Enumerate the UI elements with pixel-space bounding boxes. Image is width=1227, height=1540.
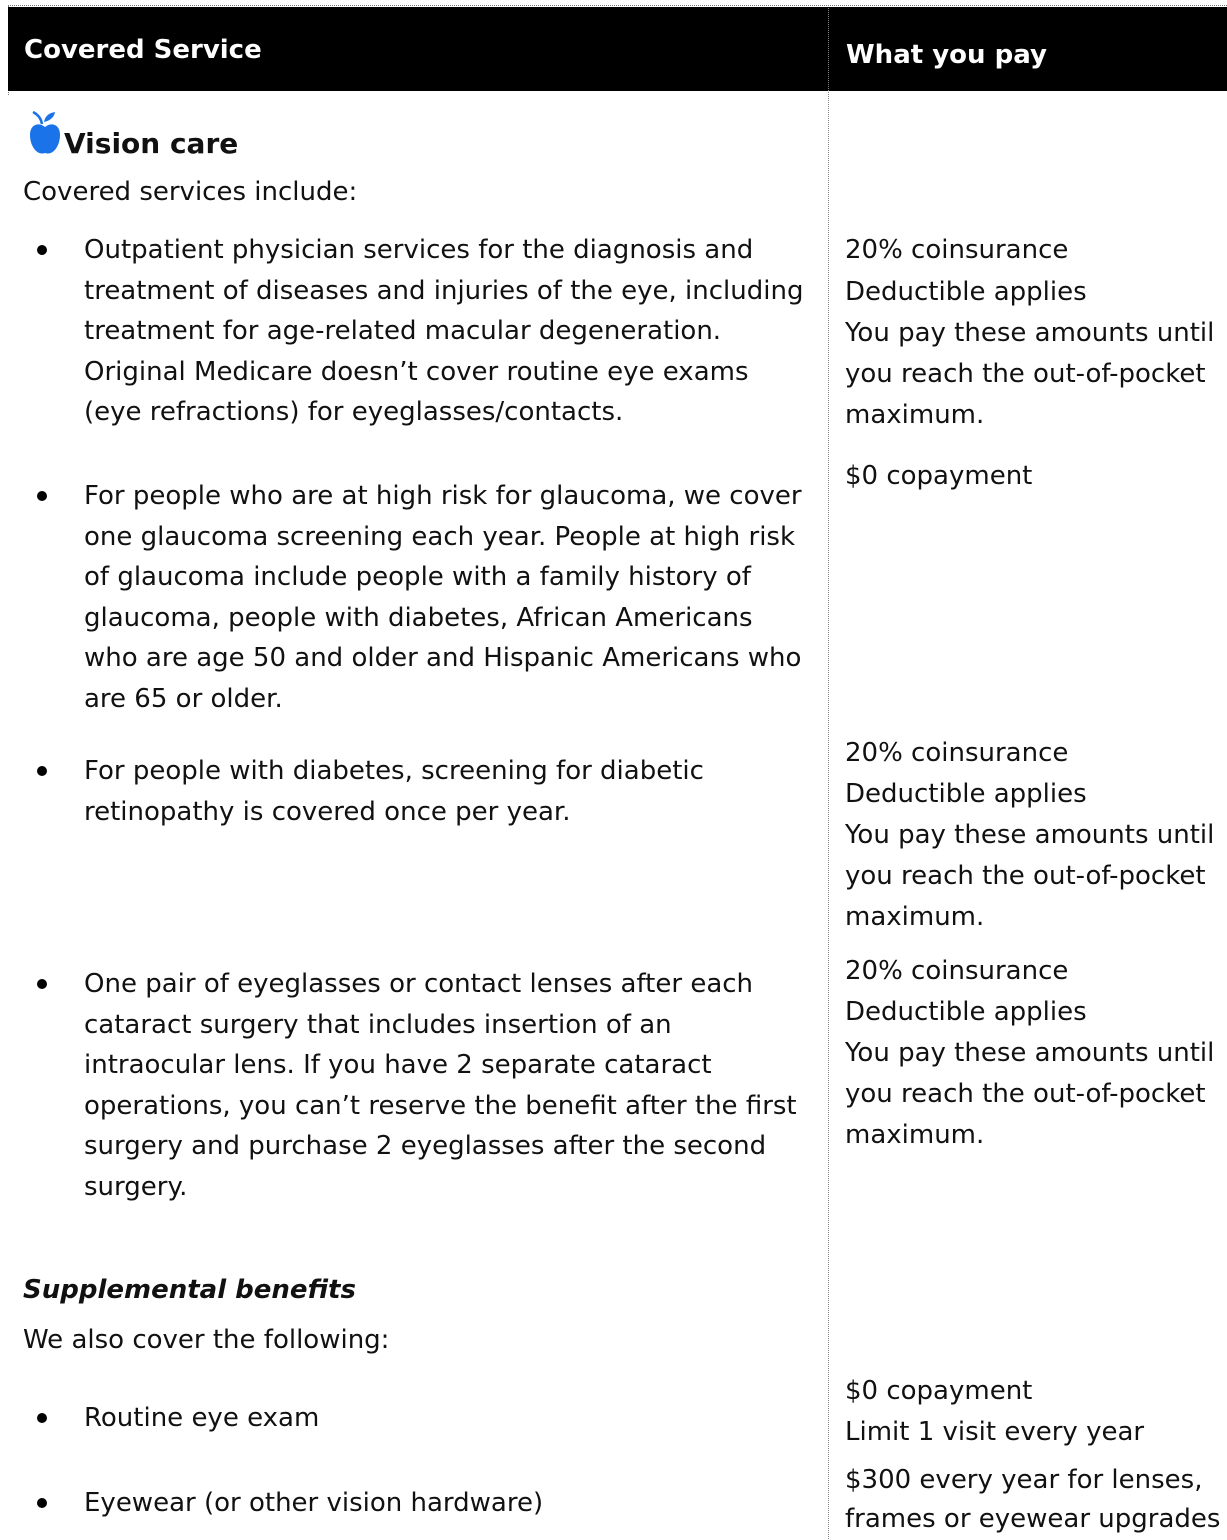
bullet: [37, 491, 47, 501]
section-title: Vision care: [64, 127, 239, 160]
bullet: [37, 766, 47, 776]
bullet: [37, 1413, 47, 1423]
header-covered-service: Covered Service: [24, 35, 262, 65]
table-top-border: [8, 5, 1227, 6]
column-divider: [828, 8, 829, 1539]
bullet: [37, 1498, 47, 1508]
list-item: Eyewear (or other vision hardware): [84, 1488, 544, 1518]
apple-icon: [28, 106, 62, 158]
supplemental-intro: We also cover the following:: [23, 1325, 390, 1355]
header-what-you-pay: What you pay: [846, 40, 1047, 70]
bullet: [37, 245, 47, 255]
bullet: [37, 979, 47, 989]
section-intro: Covered services include:: [23, 177, 358, 207]
pay-cell: $0 copayment: [845, 461, 1033, 491]
list-item: Routine eye exam: [84, 1403, 320, 1433]
supplemental-title: Supplemental benefits: [23, 1275, 356, 1305]
